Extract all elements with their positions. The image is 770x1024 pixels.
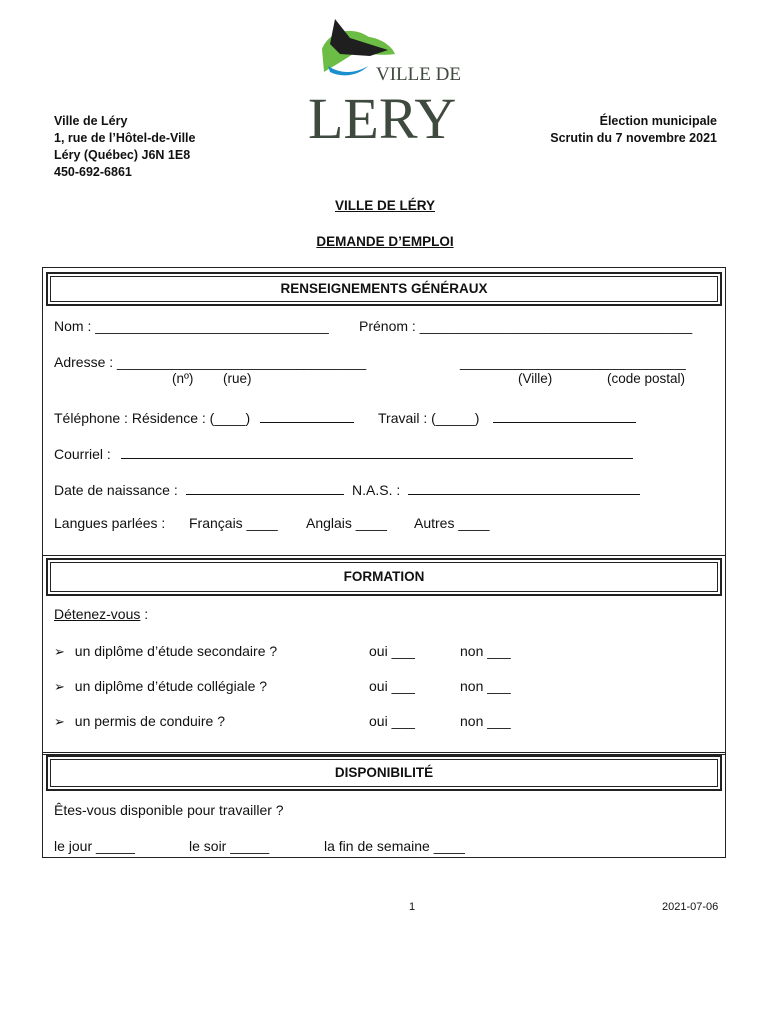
courriel-field[interactable] <box>54 444 633 462</box>
formation-question-colon: : <box>140 606 149 622</box>
section-heading-formation: FORMATION <box>46 558 722 596</box>
logo-text-lery: LERY <box>308 86 457 151</box>
telephone-label: Téléphone : Résidence : (____) <box>54 410 251 426</box>
address-line: 450-692-6861 <box>54 165 132 179</box>
oui-field[interactable]: oui ___ <box>369 678 415 694</box>
non-field[interactable]: non ___ <box>460 713 511 729</box>
telephone-travail-field[interactable] <box>378 408 636 426</box>
naissance-label: Date de naissance : <box>54 482 178 498</box>
address-line: 1, rue de l’Hôtel-de-Ville <box>54 131 196 145</box>
fin-semaine-field[interactable]: la fin de semaine ____ <box>324 838 465 854</box>
rue-caption: (rue) <box>223 371 252 386</box>
non-field[interactable]: non ___ <box>460 643 511 659</box>
telephone-residence-blank[interactable] <box>260 408 354 423</box>
naissance-blank[interactable] <box>186 480 344 495</box>
nas-blank[interactable] <box>408 480 640 495</box>
page-number: 1 <box>409 901 416 913</box>
adresse-field[interactable]: Adresse : ________________________________ <box>54 354 367 370</box>
election-block <box>550 113 717 147</box>
address-line: Ville de Léry <box>54 114 128 128</box>
formation-item-label: un permis de conduire ? <box>74 713 225 729</box>
formation-item <box>54 678 267 695</box>
formation-item-label: un diplôme d’étude secondaire ? <box>74 643 278 659</box>
formation-question <box>54 606 148 622</box>
address-line: Léry (Québec) J6N 1E8 <box>54 148 191 162</box>
no-caption: (nº) <box>172 371 194 386</box>
naissance-field[interactable] <box>54 480 344 498</box>
nas-label: N.A.S. : <box>352 482 401 498</box>
footer-date: 2021-07-06 <box>662 901 719 913</box>
courriel-label: Courriel : <box>54 446 111 462</box>
non-field[interactable]: non ___ <box>460 678 511 694</box>
election-date: Scrutin du 7 novembre 2021 <box>550 131 717 145</box>
arrow-bullet-icon: ➢ <box>54 714 65 729</box>
nom-field[interactable]: Nom : ______________________________ <box>54 318 329 334</box>
courriel-blank[interactable] <box>121 444 633 459</box>
logo-text-ville-de: VILLE DE <box>376 64 461 85</box>
section-heading-general: RENSEIGNEMENTS GÉNÉRAUX <box>46 272 722 306</box>
page-title: VILLE DE LÉRY <box>334 198 435 213</box>
ville-caption: (Ville) <box>518 371 553 386</box>
disponibilite-question: Êtes-vous disponible pour travailler ? <box>54 802 284 818</box>
langues-label: Langues parlées : <box>54 515 166 531</box>
election-title: Élection municipale <box>599 114 717 128</box>
arrow-bullet-icon: ➢ <box>54 644 65 659</box>
telephone-travail-blank[interactable] <box>493 408 636 423</box>
nas-field[interactable] <box>352 480 640 498</box>
logo-water-shape <box>328 66 368 75</box>
prenom-field[interactable]: Prénom : ___________________________________ <box>359 318 693 334</box>
section-heading-disponibilite: DISPONIBILITÉ <box>46 755 722 791</box>
oui-field[interactable]: oui ___ <box>369 713 415 729</box>
address-block <box>54 113 195 181</box>
page-subtitle: DEMANDE D’EMPLOI <box>316 234 454 249</box>
telephone-residence-field[interactable] <box>54 408 354 426</box>
code-postal-caption: (code postal) <box>607 371 686 386</box>
formation-item-label: un diplôme d’étude collégiale ? <box>74 678 268 694</box>
soir-field[interactable]: le soir _____ <box>189 838 270 854</box>
formation-question-text: Détenez-vous <box>54 606 141 622</box>
francais-field[interactable]: Français ____ <box>189 515 278 531</box>
formation-item <box>54 643 277 660</box>
ville-field[interactable]: _____________________________ <box>460 354 686 370</box>
arrow-bullet-icon: ➢ <box>54 679 65 694</box>
travail-label: Travail : (_____) <box>378 410 480 426</box>
formation-item <box>54 713 225 730</box>
anglais-field[interactable]: Anglais ____ <box>306 515 387 531</box>
oui-field[interactable]: oui ___ <box>369 643 415 659</box>
jour-field[interactable]: le jour _____ <box>54 838 135 854</box>
ville-de-lery-logo <box>300 14 470 154</box>
autres-field[interactable]: Autres ____ <box>414 515 490 531</box>
